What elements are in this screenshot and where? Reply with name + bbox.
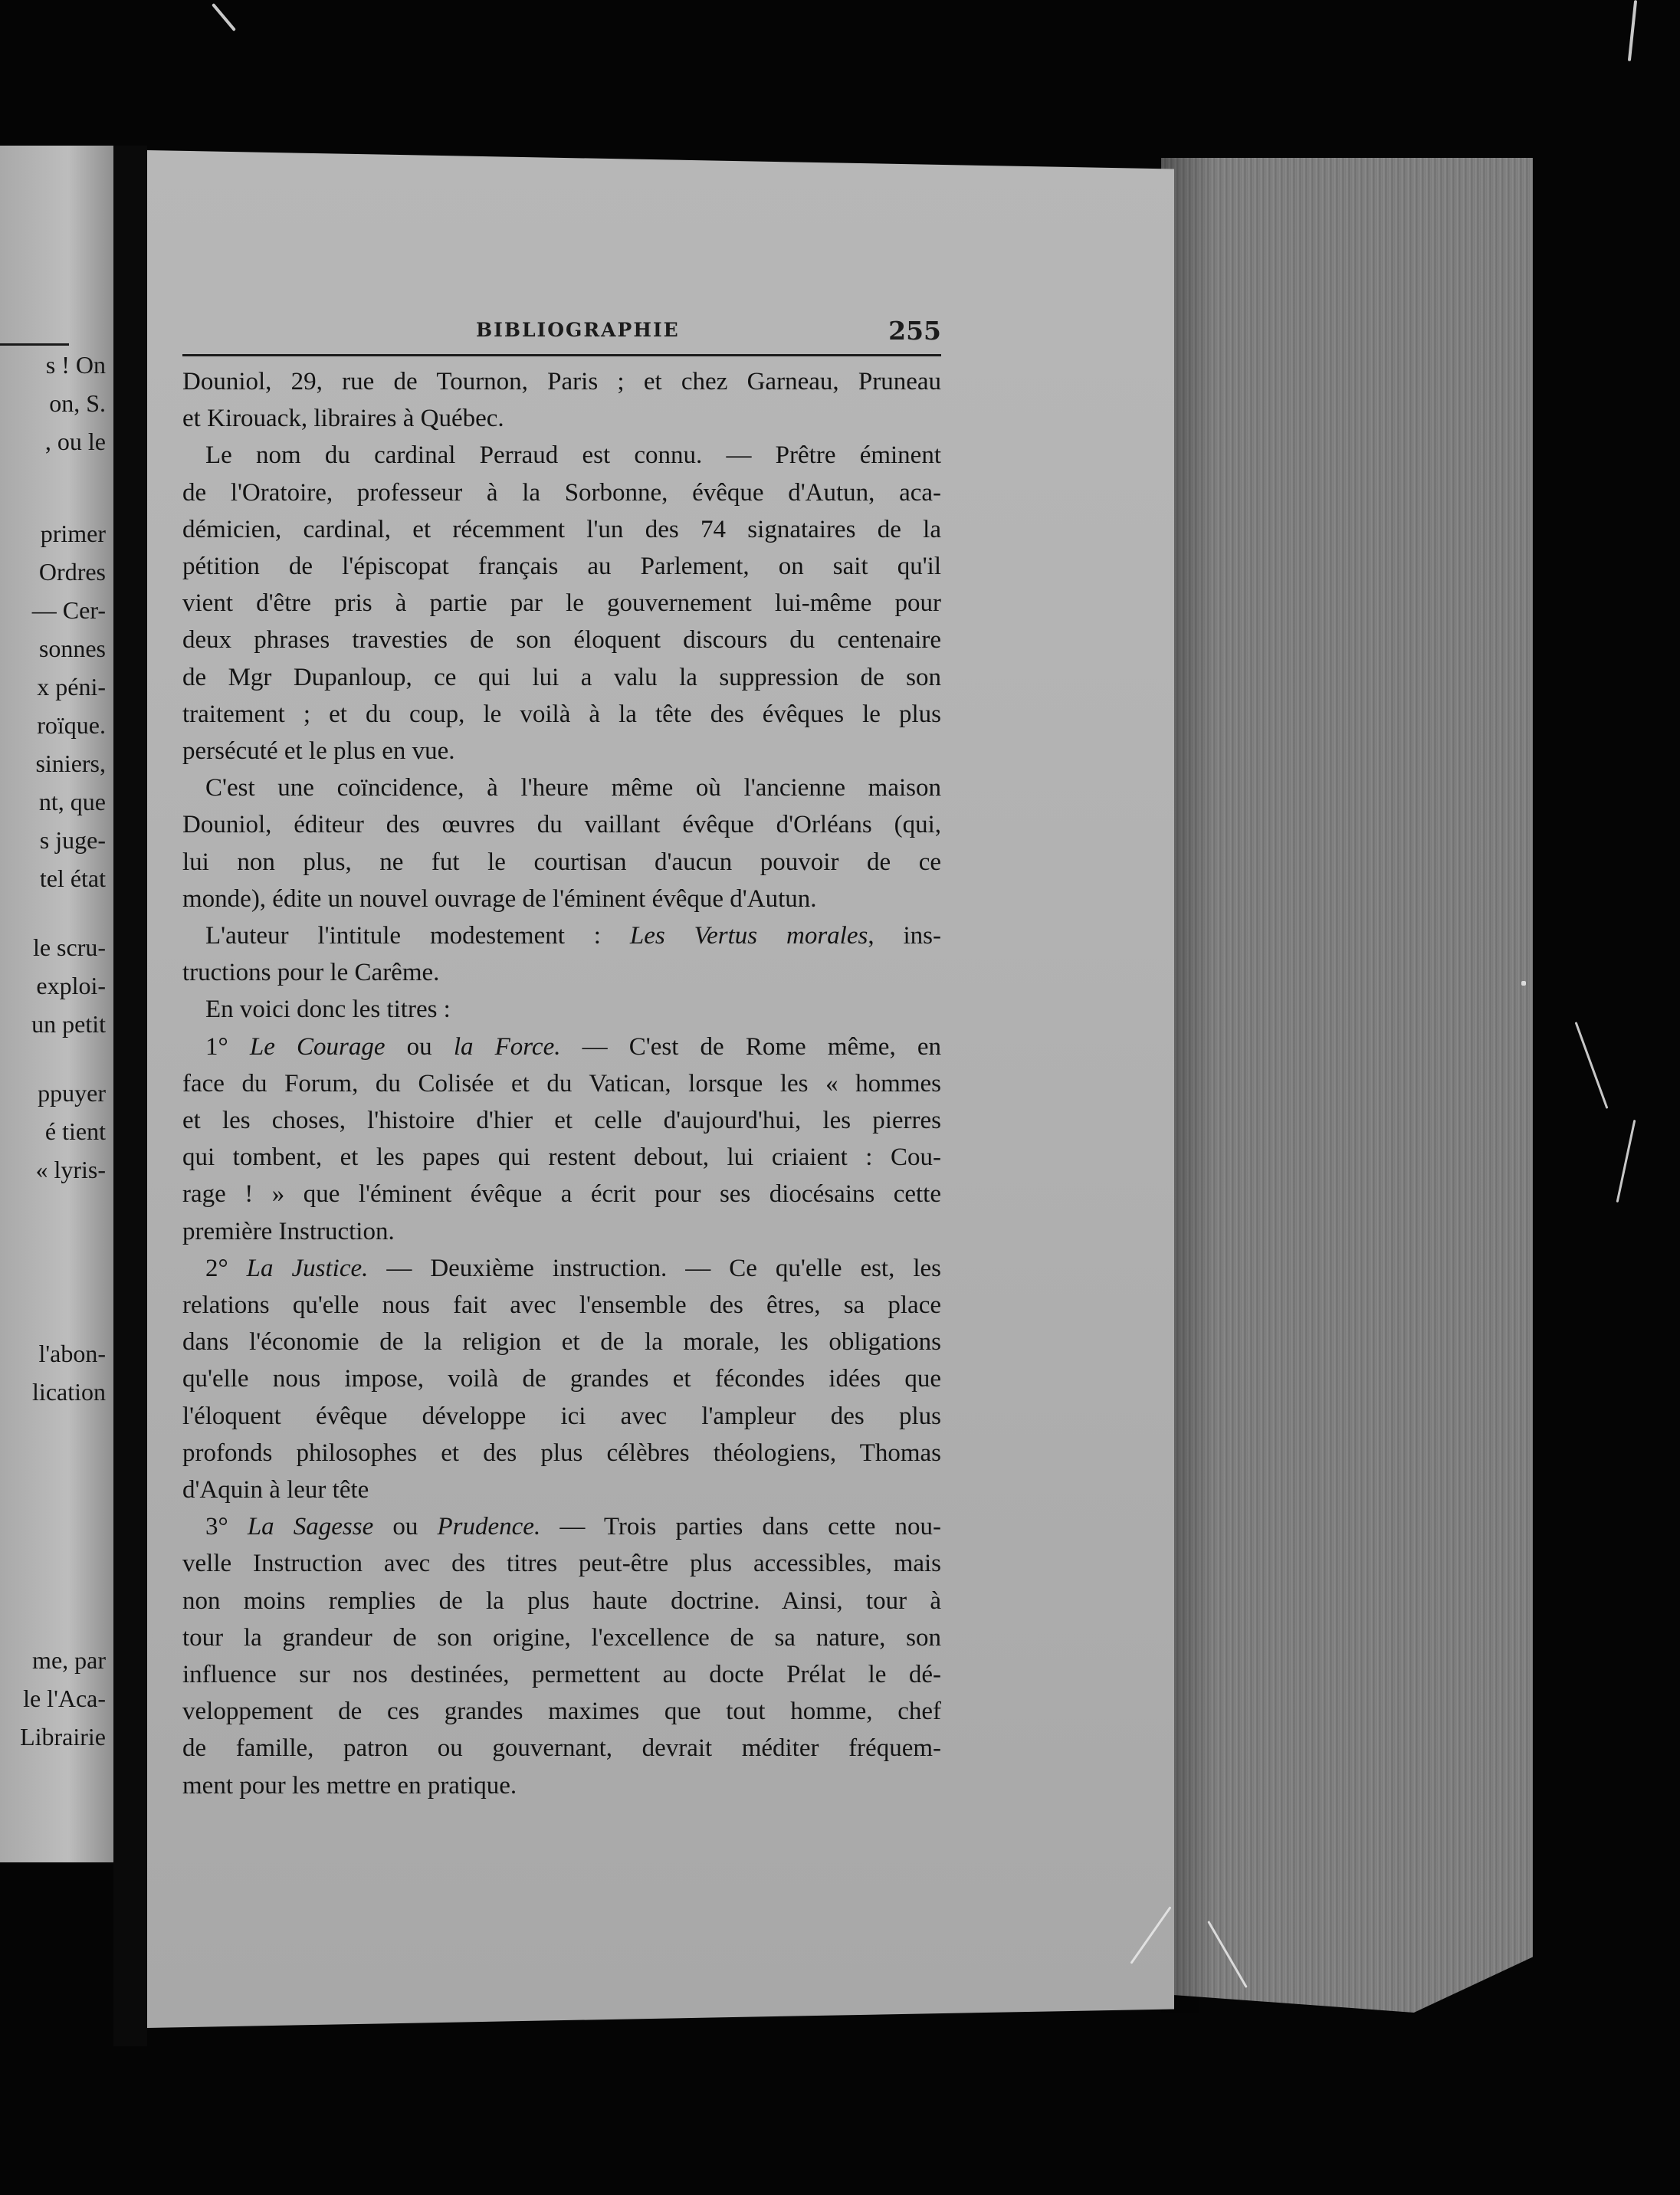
left-page-line: nt, que [38, 788, 106, 815]
text-line: Le nom du cardinal Perraud est connu. — Prêtre éminent [205, 441, 941, 470]
left-page-line: exploi- [36, 972, 106, 999]
text-line: En voici donc les titres : [205, 996, 451, 1024]
left-page-line: le l'Aca- [23, 1685, 106, 1712]
text-line: de famille, patron ou gouvernant, devrait méditer fréquem- [182, 1734, 941, 1763]
left-page-line: on, S. [49, 389, 106, 417]
text-line: Douniol, éditeur des œuvres du vaillant évêque d'Orléans (qui, [182, 811, 941, 839]
text-line: 3° La Sagesse ou Prudence. — Trois parties dans cette nou- [205, 1513, 941, 1541]
text-line: relations qu'elle nous fait avec l'ensemble des êtres, sa place [182, 1291, 941, 1319]
text-line: velle Instruction avec des titres peut-être plus accessibles, mais [182, 1550, 941, 1578]
text-line: traitement ; et du coup, le voilà à la tête des évêques le plus [182, 700, 941, 728]
left-page-line: un petit [31, 1010, 106, 1038]
text-line: ment pour les mettre en pratique. [182, 1771, 517, 1800]
text-line: l'éloquent évêque développe ici avec l'ampleur des plus [182, 1402, 941, 1430]
left-page-line: me, par [32, 1646, 106, 1674]
text-line: veloppement de ces grandes maximes que tout homme, chef [182, 1698, 941, 1726]
text-line: face du Forum, du Colisée et du Vatican, lorsque les « hommes [182, 1069, 941, 1098]
text-line: de l'Oratoire, professeur à la Sorbonne, évêque d'Autun, aca- [182, 478, 941, 507]
text-line: Douniol, 29, rue de Tournon, Paris ; et chez Garneau, Pruneau [182, 368, 941, 395]
text-line: vient d'être pris à partie par le gouvernement lui-même pour [182, 589, 941, 618]
running-head [182, 316, 941, 353]
text-line: pétition de l'épiscopat français au Parlement, on sait qu'il [182, 553, 941, 580]
text-line: et Kirouack, libraires à Québec. [182, 405, 504, 433]
left-facing-page [0, 146, 113, 1862]
page-block-edge [1161, 158, 1533, 2013]
left-page-line: lication [32, 1378, 106, 1406]
text-line: lui non plus, ne fut le courtisan d'aucun pouvoir de ce [182, 848, 941, 876]
text-line: monde), édite un nouvel ouvrage de l'éminent évêque d'Autun. [182, 884, 817, 913]
left-page-line: , ou le [44, 428, 106, 455]
film-scratch [1521, 981, 1526, 986]
page-number: 255 [888, 316, 941, 346]
text-line: profonds philosophes et des plus célèbres théologiens, Thomas [182, 1439, 941, 1467]
left-page-line: Ordres [38, 558, 106, 586]
left-page-line: sonnes [38, 635, 106, 662]
text-line: 2° La Justice. — Deuxième instruction. — Ce qu'elle est, les [205, 1254, 941, 1282]
text-line: qu'elle nous impose, voilà de grandes et fécondes idées que [182, 1365, 941, 1393]
film-scratch [1616, 1120, 1636, 1202]
text-line: persécuté et le plus en vue. [182, 737, 455, 765]
text-line: rage ! » que l'éminent évêque a écrit pour ses diocésains cette [182, 1180, 941, 1209]
text-line: dans l'économie de la religion et de la morale, les obligations [182, 1328, 941, 1357]
left-page-line: siniers, [35, 750, 106, 777]
text-line: deux phrases travesties de son éloquent discours du centenaire [182, 626, 941, 655]
left-page-line: primer [40, 520, 106, 547]
text-line: non moins remplies de la plus haute doctrine. Ainsi, tour à [182, 1586, 941, 1615]
text-line: qui tombent, et les papes qui restent debout, lui criaient : Cou- [182, 1143, 941, 1172]
film-scratch [1628, 0, 1637, 61]
running-head-rule [182, 354, 941, 356]
text-line: tructions pour le Carême. [182, 959, 440, 987]
text-line: première Instruction. [182, 1217, 395, 1245]
left-page-line: ppuyer [38, 1079, 106, 1107]
text-line: influence sur nos destinées, permettent au docte Prélat le dé- [182, 1661, 941, 1688]
left-page-line: le scru- [32, 933, 106, 961]
left-page-line: s ! On [45, 351, 106, 379]
text-line: de Mgr Dupanloup, ce qui lui a valu la suppression de son [182, 663, 941, 691]
left-page-rule [0, 343, 69, 346]
text-line: d'Aquin à leur tête [182, 1476, 369, 1504]
film-scratch [1575, 1022, 1609, 1109]
left-page-line: roïque. [37, 711, 106, 739]
film-scratch [212, 3, 236, 31]
text-line: 1° Le Courage ou la Force. — C'est de Rome même, en [205, 1032, 941, 1061]
left-page-line: tel état [39, 865, 106, 892]
text-line: C'est une coïncidence, à l'heure même où l'ancienne maison [205, 774, 941, 802]
left-page-line: é tient [44, 1117, 106, 1145]
left-page-line: Librairie [20, 1723, 106, 1750]
text-line: tour la grandeur de son origine, l'excellence de sa nature, son [182, 1623, 941, 1652]
left-page-line: « lyris- [35, 1156, 106, 1183]
running-head-title: BIBLIOGRAPHIE [476, 319, 680, 341]
left-page-line: x péni- [37, 673, 106, 700]
text-line: démicien, cardinal, et récemment l'un des 74 signataires de la [182, 515, 941, 543]
book-gutter [113, 146, 147, 2046]
left-page-line: — Cer- [31, 596, 106, 624]
text-line: L'auteur l'intitule modestement : Les Vertus morales, ins- [205, 922, 941, 950]
text-line: et les choses, l'histoire d'hier et celle d'aujourd'hui, les pierres [182, 1107, 941, 1134]
left-page-line: s juge- [39, 826, 106, 854]
left-page-line: l'abon- [38, 1340, 106, 1367]
